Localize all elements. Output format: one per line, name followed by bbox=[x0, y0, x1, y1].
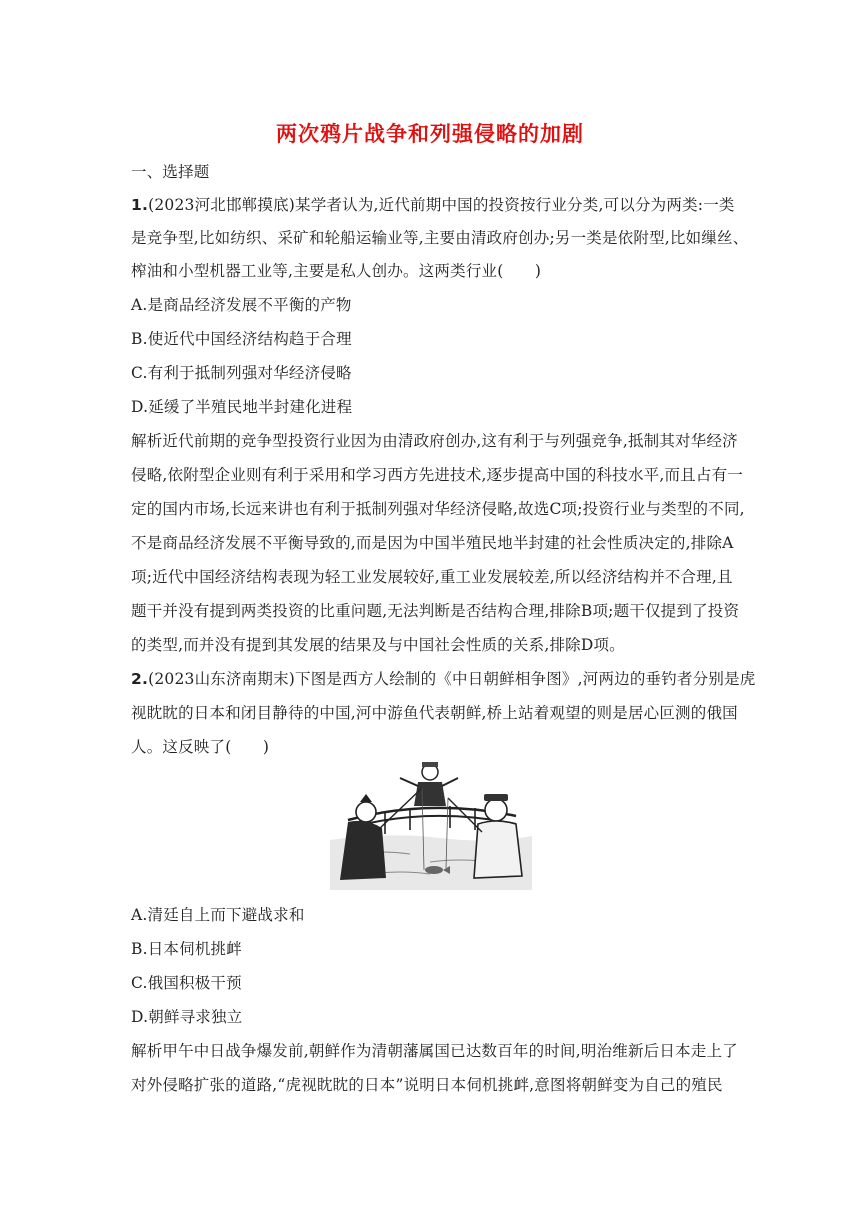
q1-stem-line bbox=[131, 193, 735, 215]
q2-stem-line: 人。这反映了( ) bbox=[131, 738, 270, 756]
q1-number: 1. bbox=[131, 196, 149, 214]
q1-analysis-line: 的类型,而并没有提到其发展的结果及与中国社会性质的关系,排除D项。 bbox=[131, 636, 625, 654]
q2-analysis-line: 对外侵略扩张的道路,“虎视眈眈的日本”说明日本伺机挑衅,意图将朝鲜变为自己的殖民 bbox=[131, 1076, 723, 1094]
q1-analysis-line: 定的国内市场,长远来讲也有利于抵制列强对华经济侵略,故选C项;投资行业与类型的不同, bbox=[131, 500, 745, 518]
cartoon-illustration bbox=[330, 758, 532, 890]
q1-stem-line: 是竞争型,比如纺织、采矿和轮船运输业等,主要由清政府创办;另一类是依附型,比如缫丝、 bbox=[131, 229, 749, 247]
q2-option-c: C.俄国积极干预 bbox=[131, 974, 242, 992]
q1-option-a: A.是商品经济发展不平衡的产物 bbox=[131, 296, 352, 314]
q2-number: 2. bbox=[131, 670, 149, 688]
q1-analysis-line: 侵略,依附型企业则有利于采用和学习西方先进技术,逐步提高中国的科技水平,而且占有一 bbox=[131, 466, 743, 484]
q1-analysis-line: 项;近代中国经济结构表现为轻工业发展较好,重工业发展较差,所以经济结构并不合理,且 bbox=[131, 568, 733, 586]
q2-stem-line bbox=[131, 667, 755, 689]
section-heading: 一、选择题 bbox=[131, 163, 210, 181]
q1-stem-line: 榨油和小型机器工业等,主要是私人创办。这两类行业( ) bbox=[131, 262, 542, 280]
q2-analysis-line: 解析甲午中日战争爆发前,朝鲜作为清朝藩属国已达数百年的时间,明治维新后日本走上了 bbox=[131, 1042, 738, 1060]
q2-option-a: A.清廷自上而下避战求和 bbox=[131, 906, 305, 924]
q2-option-d: D.朝鲜寻求独立 bbox=[131, 1008, 243, 1026]
q1-option-d: D.延缓了半殖民地半封建化进程 bbox=[131, 398, 353, 416]
q2-stem-text: (2023山东济南期末)下图是西方人绘制的《中日朝鲜相争图》,河两边的垂钓者分别是虎 bbox=[148, 670, 756, 688]
q1-analysis-line: 不是商品经济发展不平衡导致的,而是因为中国半殖民地半封建的社会性质决定的,排除A bbox=[131, 534, 734, 552]
q1-stem-text: (2023河北邯郸摸底)某学者认为,近代前期中国的投资按行业分类,可以分为两类:一类 bbox=[148, 196, 735, 214]
q1-option-c: C.有利于抵制列强对华经济侵略 bbox=[131, 364, 352, 382]
q2-option-b: B.日本伺机挑衅 bbox=[131, 940, 242, 958]
q2-stem-line: 视眈眈的日本和闭目静待的中国,河中游鱼代表朝鲜,桥上站着观望的则是居心叵测的俄国 bbox=[131, 704, 738, 722]
q1-option-b: B.使近代中国经济结构趋于合理 bbox=[131, 330, 352, 348]
q1-analysis-line: 解析近代前期的竞争型投资行业因为由清政府创办,这有利于与列强竞争,抵制其对华经济 bbox=[131, 432, 738, 450]
q1-analysis-line: 题干并没有提到两类投资的比重问题,无法判断是否结构合理,排除B项;题干仅提到了投资 bbox=[131, 602, 740, 620]
document-title: 两次鸦片战争和列强侵略的加剧 bbox=[276, 122, 584, 146]
